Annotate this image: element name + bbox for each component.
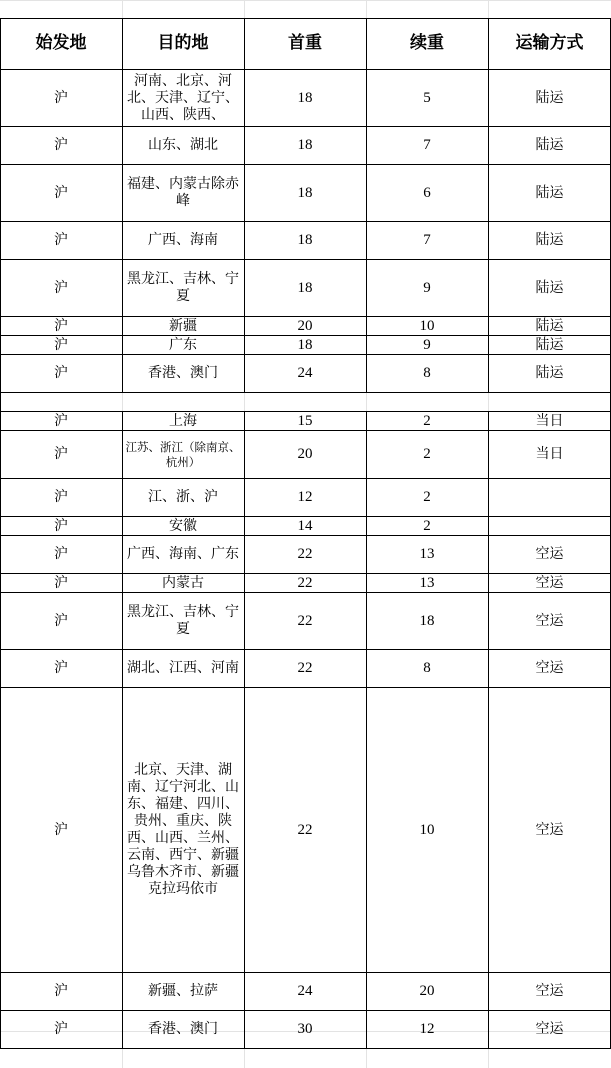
- origin-cell[interactable]: [0, 574, 122, 593]
- cell-text: 2: [423, 446, 431, 462]
- origin-cell[interactable]: [0, 688, 122, 973]
- cell-text: 沪: [54, 365, 68, 381]
- origin-cell[interactable]: [0, 650, 122, 688]
- cell-text: 沪: [54, 184, 68, 201]
- cell-text: 13: [419, 546, 435, 562]
- destination-cell[interactable]: [122, 260, 244, 317]
- cell-text: 江苏、浙江（除南京、杭州）: [125, 439, 241, 469]
- transport-mode-cell[interactable]: [488, 317, 611, 336]
- cell-text: 沪: [54, 612, 68, 629]
- origin-cell[interactable]: [0, 973, 122, 1011]
- origin-cell[interactable]: [0, 536, 122, 574]
- extra-weight-cell[interactable]: [366, 336, 488, 355]
- cell-text: 新疆、拉萨: [148, 983, 218, 999]
- extra-weight-cell[interactable]: [366, 260, 488, 317]
- table-row: [0, 70, 611, 127]
- cell-text: 22: [297, 546, 313, 562]
- extra-weight-cell[interactable]: [366, 317, 488, 336]
- cell-text: 沪: [54, 412, 68, 429]
- table-row: [0, 973, 611, 1011]
- first-weight-cell[interactable]: [244, 479, 366, 517]
- column-border: [366, 18, 367, 393]
- first-weight-cell[interactable]: [244, 127, 366, 165]
- extra-weight-cell[interactable]: [366, 222, 488, 260]
- header-cell[interactable]: [488, 18, 611, 70]
- origin-cell[interactable]: [0, 412, 122, 431]
- extra-weight-cell[interactable]: [366, 165, 488, 222]
- table-row: [0, 412, 611, 431]
- destination-cell[interactable]: [122, 517, 244, 536]
- destination-cell[interactable]: [122, 127, 244, 165]
- origin-cell[interactable]: [0, 222, 122, 260]
- cell-text: 沪: [54, 517, 68, 534]
- transport-mode-cell[interactable]: [488, 517, 611, 536]
- extra-weight-cell[interactable]: [366, 479, 488, 517]
- column-border: [244, 18, 245, 393]
- cell-text: 沪: [54, 446, 68, 462]
- table-row: [0, 127, 611, 165]
- destination-cell[interactable]: [122, 479, 244, 517]
- first-weight-cell[interactable]: [244, 650, 366, 688]
- cell-text: 沪: [54, 489, 68, 505]
- header-cell[interactable]: [122, 18, 244, 70]
- column-border: [488, 18, 489, 393]
- first-weight-cell[interactable]: [244, 165, 366, 222]
- first-weight-cell[interactable]: [244, 70, 366, 127]
- cell-text: 30: [297, 1021, 313, 1037]
- first-weight-cell[interactable]: [244, 973, 366, 1011]
- cell-text: 空运: [535, 612, 564, 629]
- cell-text: 陆运: [535, 365, 564, 381]
- extra-weight-cell[interactable]: [366, 127, 488, 165]
- cell-text: 18: [297, 89, 313, 106]
- extra-weight-cell[interactable]: [366, 650, 488, 688]
- extra-weight-cell[interactable]: [366, 517, 488, 536]
- cell-text: 7: [423, 232, 431, 248]
- cell-text: 24: [297, 365, 313, 381]
- extra-weight-cell[interactable]: [366, 70, 488, 127]
- cell-text: 22: [297, 660, 313, 676]
- first-weight-cell[interactable]: [244, 431, 366, 479]
- table-row: [0, 536, 611, 574]
- destination-cell[interactable]: [122, 70, 244, 127]
- table-row: [0, 355, 611, 393]
- cell-text: 沪: [54, 546, 68, 562]
- cell-text: 运输方式: [515, 33, 584, 53]
- cell-text: 18: [297, 137, 313, 153]
- cell-text: 空运: [535, 821, 564, 838]
- table-row: [0, 650, 611, 688]
- origin-cell[interactable]: [0, 317, 122, 336]
- extra-weight-cell[interactable]: [366, 574, 488, 593]
- column-border: [366, 412, 367, 1049]
- cell-text: 陆运: [535, 184, 564, 201]
- table-row: [0, 260, 611, 317]
- extra-weight-cell[interactable]: [366, 431, 488, 479]
- cell-text: 空运: [535, 660, 564, 676]
- cell-text: 新疆: [169, 317, 197, 334]
- transport-mode-cell[interactable]: [488, 412, 611, 431]
- cell-text: 安徽: [169, 517, 197, 534]
- table-row: [0, 517, 611, 536]
- transport-mode-cell[interactable]: [488, 336, 611, 355]
- cell-text: 福建、内蒙古除赤峰: [127, 176, 239, 209]
- origin-cell[interactable]: [0, 70, 122, 127]
- cell-text: 陆运: [535, 232, 564, 248]
- header-row: [0, 18, 611, 70]
- table-row: [0, 593, 611, 650]
- transport-mode-cell[interactable]: [488, 165, 611, 222]
- extra-weight-cell[interactable]: [366, 393, 488, 412]
- first-weight-cell[interactable]: [244, 412, 366, 431]
- column-border: [122, 18, 123, 393]
- cell-text: 沪: [54, 279, 68, 296]
- destination-cell[interactable]: [122, 973, 244, 1011]
- first-weight-cell[interactable]: [244, 222, 366, 260]
- destination-cell[interactable]: [122, 412, 244, 431]
- cell-text: 内蒙古: [162, 574, 204, 591]
- cell-text: 12: [297, 489, 313, 505]
- origin-cell[interactable]: [0, 1011, 122, 1049]
- origin-cell[interactable]: [0, 593, 122, 650]
- cell-text: 河南、北京、河北、天津、辽宁、山西、陕西、: [127, 72, 239, 123]
- cell-text: 湖北、江西、河南: [127, 660, 239, 676]
- destination-cell[interactable]: [122, 317, 244, 336]
- cell-text: 沪: [54, 574, 68, 591]
- origin-cell[interactable]: [0, 165, 122, 222]
- cell-text: 22: [297, 574, 313, 591]
- cell-text: 陆运: [535, 137, 564, 153]
- first-weight-cell[interactable]: [244, 317, 366, 336]
- cell-text: 22: [297, 821, 313, 838]
- destination-cell[interactable]: [122, 336, 244, 355]
- cell-text: 18: [419, 612, 435, 629]
- cell-text: 空运: [535, 546, 564, 562]
- cell-text: 陆运: [535, 89, 564, 106]
- cell-text: 12: [419, 1021, 435, 1037]
- cell-text: 黑龙江、吉林、宁夏: [127, 604, 239, 637]
- cell-text: 始发地: [35, 33, 87, 53]
- destination-cell[interactable]: [122, 536, 244, 574]
- origin-cell[interactable]: [0, 336, 122, 355]
- cell-text: 2: [423, 489, 431, 505]
- cell-text: 续重: [410, 33, 444, 53]
- extra-weight-cell[interactable]: [366, 593, 488, 650]
- transport-mode-cell[interactable]: [488, 536, 611, 574]
- cell-text: 9: [423, 336, 431, 353]
- table-row: [0, 393, 611, 412]
- cell-text: 8: [423, 660, 431, 676]
- transport-mode-cell[interactable]: [488, 70, 611, 127]
- cell-text: 广东: [169, 336, 197, 353]
- transport-mode-cell[interactable]: [488, 127, 611, 165]
- table-row: [0, 165, 611, 222]
- cell-text: 5: [423, 89, 431, 106]
- cell-text: 目的地: [157, 33, 209, 53]
- destination-cell[interactable]: [122, 574, 244, 593]
- cell-text: 20: [297, 317, 313, 334]
- first-weight-cell[interactable]: [244, 1011, 366, 1049]
- first-weight-cell[interactable]: [244, 593, 366, 650]
- header-cell[interactable]: [244, 18, 366, 70]
- first-weight-cell[interactable]: [244, 260, 366, 317]
- header-cell[interactable]: [366, 18, 488, 70]
- cell-text: 空运: [535, 983, 564, 999]
- first-weight-cell[interactable]: [244, 336, 366, 355]
- column-border: [122, 412, 123, 1049]
- destination-cell[interactable]: [122, 393, 244, 412]
- column-border: [488, 412, 489, 1049]
- cell-text: 13: [419, 574, 435, 591]
- first-weight-cell[interactable]: [244, 688, 366, 973]
- transport-mode-cell[interactable]: [488, 393, 611, 412]
- header-cell[interactable]: [0, 18, 122, 70]
- cell-text: 7: [423, 137, 431, 153]
- cell-text: 上海: [169, 412, 197, 429]
- table-row: [0, 479, 611, 517]
- cell-text: 江、浙、沪: [148, 489, 218, 505]
- cell-text: 沪: [54, 317, 68, 334]
- extra-weight-cell[interactable]: [366, 412, 488, 431]
- table-row: [0, 336, 611, 355]
- cell-text: 当日: [535, 412, 564, 429]
- cell-text: 陆运: [535, 336, 564, 353]
- cell-text: 14: [297, 517, 313, 534]
- extra-weight-cell[interactable]: [366, 1011, 488, 1049]
- grid-line: [0, 0, 611, 1]
- destination-cell[interactable]: [122, 650, 244, 688]
- destination-cell[interactable]: [122, 165, 244, 222]
- table-row: [0, 317, 611, 336]
- destination-cell[interactable]: [122, 355, 244, 393]
- destination-cell[interactable]: [122, 593, 244, 650]
- transport-mode-cell[interactable]: [488, 222, 611, 260]
- table-row: [0, 222, 611, 260]
- cell-text: 沪: [54, 983, 68, 999]
- cell-text: 10: [419, 317, 435, 334]
- origin-cell[interactable]: [0, 127, 122, 165]
- origin-cell[interactable]: [0, 431, 122, 479]
- destination-cell[interactable]: [122, 222, 244, 260]
- cell-text: 沪: [54, 821, 68, 838]
- cell-text: 沪: [54, 89, 68, 106]
- transport-mode-cell[interactable]: [488, 574, 611, 593]
- destination-cell[interactable]: [122, 688, 244, 973]
- destination-cell[interactable]: [122, 1011, 244, 1049]
- cell-text: 20: [297, 446, 313, 462]
- transport-mode-cell[interactable]: [488, 355, 611, 393]
- transport-mode-cell[interactable]: [488, 650, 611, 688]
- extra-weight-cell[interactable]: [366, 688, 488, 973]
- cell-text: 沪: [54, 660, 68, 676]
- table-row: [0, 1011, 611, 1049]
- transport-mode-cell[interactable]: [488, 1011, 611, 1049]
- table-row: [0, 574, 611, 593]
- cell-text: 陆运: [535, 279, 564, 296]
- cell-text: 2: [423, 517, 431, 534]
- column-border: [0, 18, 1, 1049]
- cell-text: 8: [423, 365, 431, 381]
- cell-text: 空运: [535, 1021, 564, 1037]
- extra-weight-cell[interactable]: [366, 536, 488, 574]
- origin-cell[interactable]: [0, 479, 122, 517]
- cell-text: 香港、澳门: [148, 1021, 218, 1037]
- transport-mode-cell[interactable]: [488, 973, 611, 1011]
- table-row: [0, 431, 611, 479]
- transport-mode-cell[interactable]: [488, 260, 611, 317]
- cell-text: 空运: [535, 574, 564, 591]
- first-weight-cell[interactable]: [244, 355, 366, 393]
- cell-text: 香港、澳门: [148, 365, 218, 381]
- cell-text: 20: [419, 983, 435, 999]
- cell-text: 北京、天津、湖南、辽宁河北、山东、福建、四川、贵州、重庆、陕西、山西、兰州、云南、西宁、新疆乌鲁木齐市、新疆克拉玛依市: [127, 762, 239, 897]
- cell-text: 18: [297, 336, 313, 353]
- cell-text: 15: [297, 412, 313, 429]
- first-weight-cell[interactable]: [244, 393, 366, 412]
- cell-text: 广西、海南: [148, 232, 218, 248]
- table-row: [0, 688, 611, 973]
- cell-text: 沪: [54, 336, 68, 353]
- first-weight-cell[interactable]: [244, 517, 366, 536]
- transport-mode-cell[interactable]: [488, 479, 611, 517]
- cell-text: 沪: [54, 137, 68, 153]
- destination-cell[interactable]: [122, 431, 244, 479]
- cell-text: 24: [297, 983, 313, 999]
- first-weight-cell[interactable]: [244, 574, 366, 593]
- cell-text: 山东、湖北: [148, 137, 218, 153]
- cell-text: 当日: [535, 446, 564, 462]
- cell-text: 黑龙江、吉林、宁夏: [127, 271, 239, 304]
- cell-text: 9: [423, 279, 431, 296]
- cell-text: 沪: [54, 232, 68, 248]
- cell-text: 沪: [54, 1021, 68, 1037]
- origin-cell[interactable]: [0, 355, 122, 393]
- extra-weight-cell[interactable]: [366, 355, 488, 393]
- cell-text: 2: [423, 412, 431, 429]
- origin-cell[interactable]: [0, 517, 122, 536]
- cell-text: 18: [297, 232, 313, 248]
- cell-text: 22: [297, 612, 313, 629]
- extra-weight-cell[interactable]: [366, 973, 488, 1011]
- cell-text: 10: [419, 821, 435, 838]
- transport-mode-cell[interactable]: [488, 431, 611, 479]
- origin-cell[interactable]: [0, 393, 122, 412]
- cell-text: 首重: [288, 33, 322, 53]
- origin-cell[interactable]: [0, 260, 122, 317]
- cell-text: 陆运: [535, 317, 564, 334]
- first-weight-cell[interactable]: [244, 536, 366, 574]
- transport-mode-cell[interactable]: [488, 593, 611, 650]
- transport-mode-cell[interactable]: [488, 688, 611, 973]
- cell-text: 广西、海南、广东: [127, 546, 239, 562]
- cell-text: 18: [297, 184, 313, 201]
- column-border: [244, 412, 245, 1049]
- cell-text: 6: [423, 184, 431, 201]
- cell-text: 18: [297, 279, 313, 296]
